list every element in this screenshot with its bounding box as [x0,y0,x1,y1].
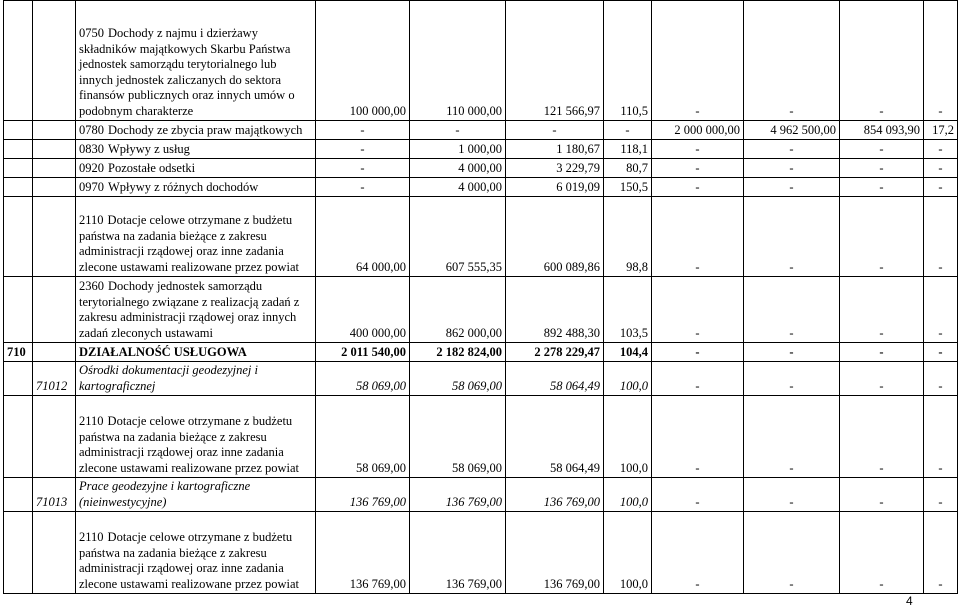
plan-amount-cell: 400 000,00 [316,277,410,343]
after-amount-cell: 1 000,00 [410,140,506,159]
after-amount-cell: 110 000,00 [410,1,506,121]
c5-cell: - [652,277,744,343]
chapter-cell [4,478,33,512]
description-text: Dochody ze zbycia praw majątkowych [108,122,303,137]
section-cell [33,396,76,478]
exec-amount-cell: 2 278 229,47 [506,343,604,362]
c7-cell: - [840,343,924,362]
c8-cell: - [924,1,958,121]
percent-cell: 150,5 [604,178,652,197]
c6-cell: 4 962 500,00 [744,121,840,140]
chapter-cell [4,178,33,197]
c6-cell: - [744,197,840,277]
section-cell: 71013 [33,478,76,512]
c6-cell: - [744,362,840,396]
table-row [4,178,958,197]
exec-amount-cell: 600 089,86 [506,197,604,277]
description-cell [76,159,316,178]
after-amount-cell: 58 069,00 [410,362,506,396]
description-cell [76,178,316,197]
c8-cell: - [924,362,958,396]
percent-cell: 100,0 [604,396,652,478]
table-row [4,512,958,594]
after-amount-cell: 4 000,00 [410,159,506,178]
after-amount-cell: 58 069,00 [410,396,506,478]
c5-cell: - [652,178,744,197]
c7-cell: - [840,159,924,178]
c5-cell: - [652,343,744,362]
c6-cell: - [744,512,840,594]
percent-cell: 100,0 [604,512,652,594]
c5-cell: - [652,362,744,396]
table-body [4,1,958,594]
table-row [4,159,958,178]
after-amount-cell: 607 555,35 [410,197,506,277]
c6-cell: - [744,1,840,121]
plan-amount-cell: - [316,140,410,159]
plan-amount-cell: 100 000,00 [316,1,410,121]
c8-cell: - [924,178,958,197]
table-row [4,140,958,159]
description-cell [76,140,316,159]
plan-amount-cell: - [316,121,410,140]
percent-cell: 98,8 [604,197,652,277]
section-cell [33,512,76,594]
c6-cell: - [744,396,840,478]
description-text: Pozostałe odsetki [108,160,196,175]
description-text: Dotacje celowe otrzymane z budżetu państwa na zadania bieżące z zakresu administracji rządowej oraz inne zadania zlecone ustawami realizowane przez powiat [79,213,300,274]
table-row [4,1,958,121]
table-row [4,362,958,396]
chapter-cell: 710 [4,343,33,362]
after-amount-cell: 4 000,00 [410,178,506,197]
description-text: Dotacje celowe otrzymane z budżetu państwa na zadania bieżące z zakresu administracji rządowej oraz inne zadania zlecone ustawami realizowane przez powiat [79,414,300,475]
c5-cell: - [652,396,744,478]
exec-amount-cell: - [506,121,604,140]
table-row [4,277,958,343]
exec-amount-cell: 1 180,67 [506,140,604,159]
plan-amount-cell: 64 000,00 [316,197,410,277]
c5-cell: - [652,1,744,121]
c8-cell: - [924,140,958,159]
section-cell [33,178,76,197]
classification-code: 2110 [79,530,104,544]
chapter-cell [4,512,33,594]
percent-cell: 80,7 [604,159,652,178]
percent-cell: 104,4 [604,343,652,362]
c7-cell: - [840,178,924,197]
c6-cell: - [744,343,840,362]
section-cell [33,277,76,343]
description-cell [76,362,316,396]
c8-cell: - [924,478,958,512]
c7-cell: - [840,1,924,121]
description-cell [76,121,316,140]
plan-amount-cell: 58 069,00 [316,362,410,396]
section-cell [33,197,76,277]
plan-amount-cell: 58 069,00 [316,396,410,478]
c8-cell: - [924,197,958,277]
chapter-cell [4,1,33,121]
percent-cell: 100,0 [604,362,652,396]
after-amount-cell: 862 000,00 [410,277,506,343]
classification-code: 0920 [79,160,104,175]
c8-cell: - [924,277,958,343]
exec-amount-cell: 3 229,79 [506,159,604,178]
description-cell [76,396,316,478]
classification-code: 0750 [79,26,104,40]
c5-cell: - [652,512,744,594]
description-text: Wpływy z różnych dochodów [108,179,259,194]
c7-cell: - [840,478,924,512]
table-row [4,343,958,362]
c8-cell: - [924,159,958,178]
budget-table [3,0,958,594]
description-text: Dotacje celowe otrzymane z budżetu państwa na zadania bieżące z zakresu administracji rządowej oraz inne zadania zlecone ustawami realizowane przez powiat [79,530,300,591]
percent-cell: 118,1 [604,140,652,159]
c7-cell: - [840,140,924,159]
exec-amount-cell: 892 488,30 [506,277,604,343]
c5-cell: 2 000 000,00 [652,121,744,140]
section-cell [33,121,76,140]
table-row [4,478,958,512]
c7-cell: - [840,197,924,277]
section-cell [33,159,76,178]
classification-code: 0970 [79,179,104,194]
section-cell [33,1,76,121]
plan-amount-cell: - [316,178,410,197]
chapter-cell [4,140,33,159]
c6-cell: - [744,140,840,159]
exec-amount-cell: 136 769,00 [506,478,604,512]
c8-cell: - [924,343,958,362]
description-text: Ośrodki dokumentacji geodezyjnej i kartograficznej [79,363,259,393]
c8-cell: 17,2 [924,121,958,140]
exec-amount-cell: 121 566,97 [506,1,604,121]
chapter-cell [4,396,33,478]
section-cell: 71012 [33,362,76,396]
description-cell [76,478,316,512]
chapter-cell [4,362,33,396]
classification-code: 2360 [79,279,104,293]
chapter-cell [4,197,33,277]
plan-amount-cell: 136 769,00 [316,512,410,594]
description-text: Dochody z najmu i dzierżawy składników majątkowych Skarbu Państwa jednostek samorządu terytorialnego lub innych jednostek zaliczanych do sektora finansów publicznych oraz innych umów o podobnym charakterze [79,26,295,118]
c7-cell: - [840,396,924,478]
percent-cell: - [604,121,652,140]
description-text: DZIAŁALNOŚĆ USŁUGOWA [79,344,247,359]
c6-cell: - [744,159,840,178]
page-number: 4 [906,594,913,608]
c7-cell: - [840,362,924,396]
table-row [4,121,958,140]
c6-cell: - [744,478,840,512]
after-amount-cell: 136 769,00 [410,478,506,512]
chapter-cell [4,277,33,343]
classification-code: 0830 [79,141,104,156]
c7-cell: - [840,277,924,343]
c7-cell: - [840,512,924,594]
description-cell [76,1,316,121]
after-amount-cell: - [410,121,506,140]
exec-amount-cell: 6 019,09 [506,178,604,197]
description-text: Dochody jednostek samorządu terytorialnego związane z realizacją zadań z zakresu administracji rządowej oraz innych zadań zleconych ustawami [79,279,300,340]
c6-cell: - [744,277,840,343]
percent-cell: 110,5 [604,1,652,121]
c5-cell: - [652,197,744,277]
percent-cell: 100,0 [604,478,652,512]
percent-cell: 103,5 [604,277,652,343]
exec-amount-cell: 58 064,49 [506,362,604,396]
description-cell [76,512,316,594]
exec-amount-cell: 58 064,49 [506,396,604,478]
classification-code: 2110 [79,213,104,227]
classification-code: 0780 [79,122,104,137]
c5-cell: - [652,159,744,178]
after-amount-cell: 2 182 824,00 [410,343,506,362]
description-text: Prace geodezyjne i kartograficzne (nieinwestycyjne) [79,479,251,509]
c8-cell: - [924,396,958,478]
table-row [4,396,958,478]
description-cell [76,197,316,277]
c7-cell: 854 093,90 [840,121,924,140]
section-cell [33,343,76,362]
after-amount-cell: 136 769,00 [410,512,506,594]
table-row [4,197,958,277]
classification-code: 2110 [79,414,104,428]
c6-cell: - [744,178,840,197]
plan-amount-cell: 136 769,00 [316,478,410,512]
section-cell [33,140,76,159]
c5-cell: - [652,140,744,159]
c5-cell: - [652,478,744,512]
c8-cell: - [924,512,958,594]
chapter-cell [4,159,33,178]
description-cell [76,277,316,343]
plan-amount-cell: 2 011 540,00 [316,343,410,362]
chapter-cell [4,121,33,140]
exec-amount-cell: 136 769,00 [506,512,604,594]
description-cell [76,343,316,362]
plan-amount-cell: - [316,159,410,178]
description-text: Wpływy z usług [108,141,190,156]
